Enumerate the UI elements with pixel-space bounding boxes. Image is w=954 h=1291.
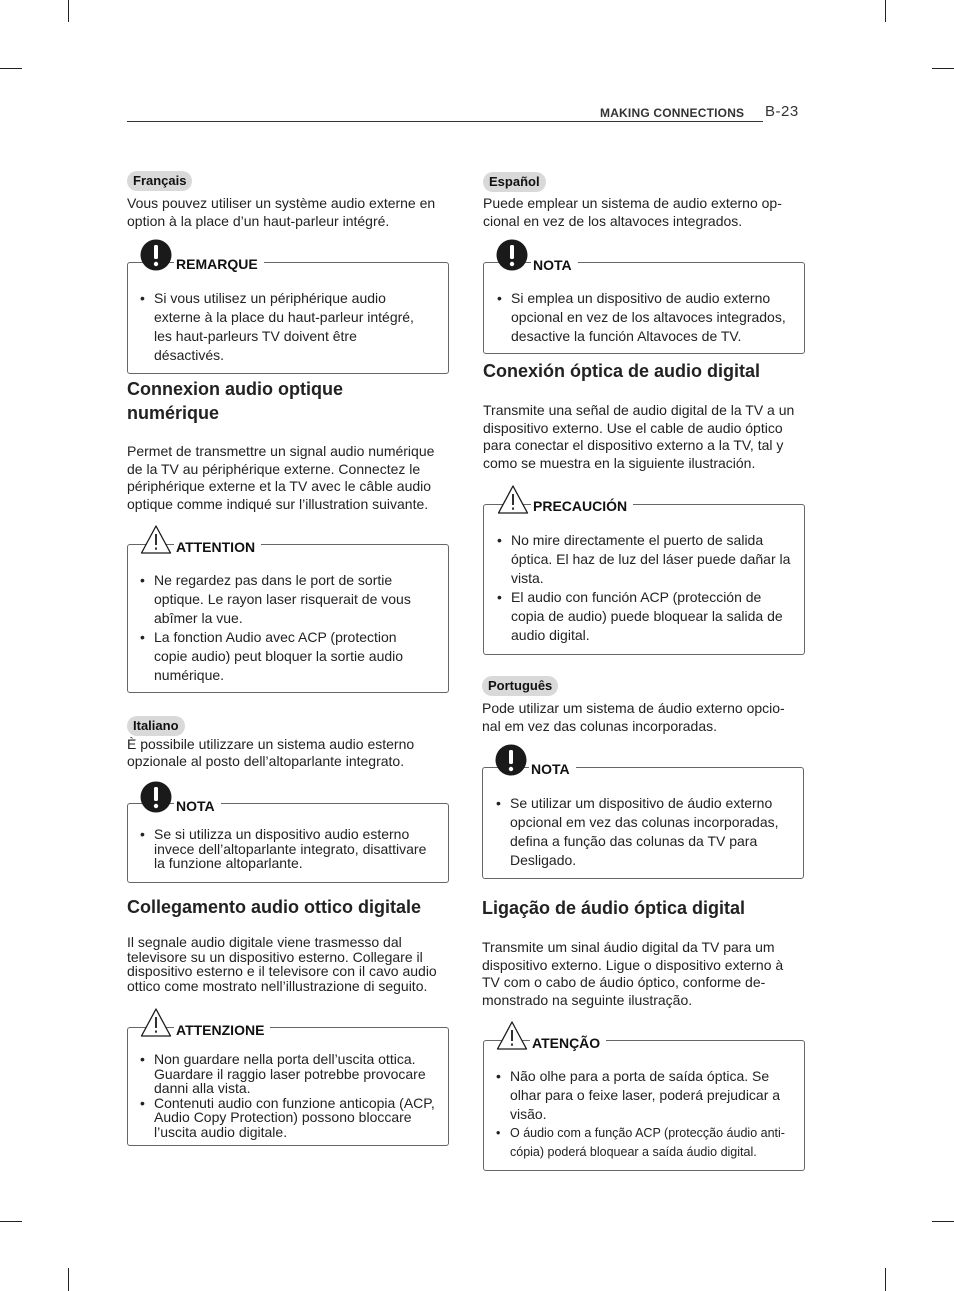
note-label-es: NOTA (531, 257, 578, 273)
note-icon (140, 781, 172, 813)
body-es: Transmite una señal de audio digital de la TV a un dispositivo externo. Use el cable de audio óptico para conectar el dispositivo externo a la TV, tal y como se muestra en la siguiente ilustración. (483, 402, 795, 471)
heading-it: Collegamento audio ottico digitale (127, 897, 422, 917)
caution-list-fr (140, 571, 430, 685)
note-icon (140, 239, 172, 271)
list-item: • La fonction Audio avec ACP (protection copie audio) peut bloquer la sortie audio numérique. (140, 628, 430, 685)
crop-mark (932, 68, 954, 69)
caution-icon (140, 1007, 172, 1039)
note-icon (496, 239, 528, 271)
list-item: • Si emplea un dispositivo de audio externo opcional en vez de los altavoces integrados, desactive la función Altavoces de TV. (497, 289, 793, 346)
list-item: • Ne regardez pas dans le port de sortie optique. Le rayon laser risquerait de vous abîmer la vue. (140, 571, 430, 628)
intro-it: È possibile utilizzare un sistema audio esterno opzionale al posto dell’altoparlante integrato. (127, 736, 415, 769)
intro-es: Puede emplear un sistema de audio externo op-cional en vez de los altavoces integrados. (483, 195, 782, 229)
language-tag-es: Español (483, 172, 546, 192)
crop-mark (932, 1221, 954, 1222)
caution-label-fr: ATTENTION (174, 539, 261, 555)
language-tag-pt: Português (482, 676, 558, 696)
header-rule (127, 121, 763, 122)
crop-mark (68, 0, 69, 22)
list-item: • Non guardare nella porta dell’uscita ottica. Guardare il raggio laser potrebbe provocare danni alla vista. (140, 1052, 438, 1096)
heading-fr: Connexion audio optique numérique (127, 379, 343, 423)
heading-es: Conexión óptica de audio digital (483, 361, 761, 381)
note-icon (495, 744, 527, 776)
note-list-it (140, 827, 438, 871)
body-pt: Transmite um sinal áudio digital da TV para um dispositivo externo. Ligue o dispositivo externo à TV com o cabo de áudio óptico, conforme de-monstrado na seguinte ilustração. (482, 939, 784, 1008)
note-list-es (497, 289, 793, 346)
crop-mark (0, 1221, 22, 1222)
list-item: • El audio con función ACP (protección de copia de audio) puede bloquear la salida de audio digital. (497, 588, 793, 645)
crop-mark (0, 68, 22, 69)
caution-list-es (497, 531, 793, 645)
body-fr: Permet de transmettre un signal audio numérique de la TV au périphérique externe. Connectez le périphérique externe et la TV avec le câble audio optique comme indiqué sur l’illustration suivante. (127, 443, 435, 512)
crop-mark (885, 1268, 886, 1291)
note-list-pt (496, 794, 786, 870)
list-item: • O áudio com a função ACP (protecção áudio anti-cópia) poderá bloquear a saída áudio digital. (496, 1124, 794, 1162)
crop-mark (885, 0, 886, 22)
caution-icon (497, 484, 529, 516)
intro-pt: Pode utilizar um sistema de áudio externo opcio-nal em vez das colunas incorporadas. (482, 700, 785, 734)
running-header-section: MAKING CONNECTIONS (600, 106, 745, 120)
list-item: • Se si utilizza un dispositivo audio esterno invece dell’altoparlante integrato, disattivare la funzione altoparlante. (140, 827, 438, 871)
caution-label-it: ATTENZIONE (174, 1022, 270, 1038)
page-number: B-23 (765, 103, 799, 120)
list-item: • Se utilizar um dispositivo de áudio externo opcional em vez das colunas incorporadas, defina a função das colunas da TV para Desligado. (496, 794, 786, 870)
heading-pt: Ligação de áudio óptica digital (482, 898, 746, 918)
caution-label-es: PRECAUCIÓN (531, 498, 633, 514)
note-label-fr: REMARQUE (174, 256, 264, 272)
note-label-pt: NOTA (529, 761, 576, 777)
caution-list-pt (496, 1067, 794, 1162)
list-item: • No mire directamente el puerto de salida óptica. El haz de luz del láser puede dañar la vista. (497, 531, 793, 588)
caution-icon (140, 524, 172, 556)
crop-mark (68, 1268, 69, 1291)
language-tag-it: Italiano (127, 716, 185, 736)
list-item: • Não olhe para a porta de saída óptica. Se olhar para o feixe laser, poderá prejudicar a visão. (496, 1067, 794, 1124)
list-item: • Si vous utilisez un périphérique audio externe à la place du haut-parleur intégré, les haut-parleurs TV doivent être désactivés. (140, 289, 420, 365)
caution-list-it (140, 1052, 438, 1139)
caution-label-pt: ATENÇÃO (530, 1035, 606, 1051)
list-item: • Contenuti audio con funzione anticopia (ACP, Audio Copy Protection) possono bloccare l’uscita audio digitale. (140, 1096, 438, 1140)
intro-fr: Vous pouvez utiliser un système audio externe en option à la place d’un haut-parleur intégré. (127, 195, 436, 229)
caution-icon (496, 1020, 528, 1052)
note-label-it: NOTA (174, 798, 221, 814)
note-list-fr (140, 289, 420, 365)
language-tag-fr: Français (127, 171, 192, 191)
body-it: Il segnale audio digitale viene trasmesso dal televisore su un dispositivo esterno. Collegare il dispositivo esterno e il televisore con il cavo audio ottico come mostrato nell’illustrazione di seguito. (127, 934, 437, 994)
